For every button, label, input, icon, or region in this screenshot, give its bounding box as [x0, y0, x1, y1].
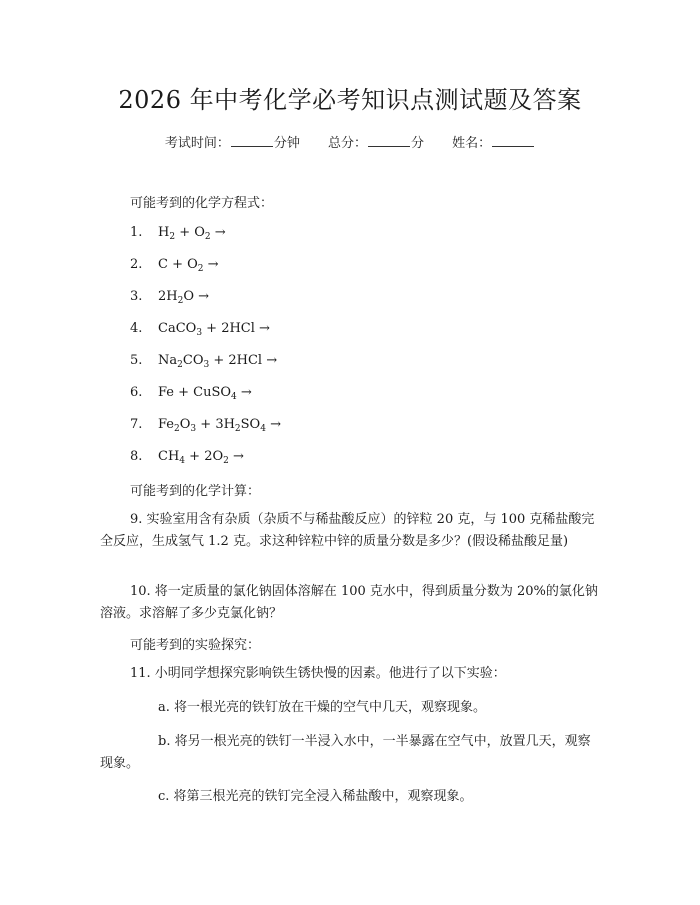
equation-2: [130, 257, 219, 272]
equation-formula: $H_2 + O_2$ →: [158, 225, 226, 242]
question-9: 9. 实验室用含有杂质（杂质不与稀盐酸反应）的锌粒 20 克，与 100 克稀盐酸完全反应，生成氢气 1.2 克。求这种锌粒中锌的质量分数是多少？(假设稀盐酸足量): [100, 512, 595, 549]
equation-number: 2.: [130, 257, 143, 272]
question-11: 11. 小明同学想探究影响铁生锈快慢的因素。他进行了以下实验：: [130, 666, 506, 681]
equation-formula: CaCO$_3$ + 2HCl →: [158, 321, 270, 338]
exam-meta: [0, 132, 700, 151]
equation-3: [130, 289, 209, 304]
question-11-item-a: a. 将一根光亮的铁钉放在干燥的空气中几天，观察现象。: [158, 700, 487, 715]
equation-number: 5.: [130, 353, 143, 368]
equation-6: [130, 385, 252, 400]
equation-number: 8.: [130, 449, 143, 464]
question-10: 10. 将一定质量的氯化钠固体溶解在 100 克水中，得到质量分数为 20%的氯化钠溶液。求溶解了多少克氯化钠？: [100, 584, 598, 621]
equations-section-header: 可能考到的化学方程式：: [130, 196, 274, 211]
total-score-unit: 分: [411, 136, 425, 151]
equation-number: 7.: [130, 417, 143, 432]
total-score-field: [328, 136, 428, 151]
equation-formula: $CH_4 + 2O_2$ →: [158, 449, 244, 466]
equation-8: [130, 449, 244, 464]
equation-number: 6.: [130, 385, 143, 400]
equation-formula: $Fe_2O_3 + 3H_2SO_4$ →: [158, 417, 281, 434]
name-blank[interactable]: [492, 135, 534, 147]
equation-formula: $Na_2CO_3 + 2HCl$ →: [158, 353, 278, 370]
equation-formula: Fe + CuSO$_4$ →: [158, 385, 252, 402]
equation-4: [130, 321, 270, 336]
total-score-blank[interactable]: [368, 135, 410, 147]
equation-number: 1.: [130, 225, 143, 240]
exam-time-field: [165, 136, 304, 151]
equation-formula: $C + O_2$ →: [158, 257, 219, 274]
equation-number: 3.: [130, 289, 143, 304]
question-11-item-b: b. 将另一根光亮的铁钉一半浸入水中，一半暴露在空气中，放置几天，观察现象。: [100, 734, 591, 771]
name-field: [452, 136, 535, 151]
total-score-label: 总分：: [327, 136, 367, 151]
page-title: 2026 年中考化学必考知识点测试题及答案: [118, 86, 582, 114]
equation-number: 4.: [130, 321, 143, 336]
equation-formula: $2H_2O$ →: [158, 289, 210, 306]
experiment-section-header: 可能考到的实验探究：: [130, 638, 261, 653]
exam-time-unit: 分钟: [273, 136, 300, 151]
equation-5: [130, 353, 277, 368]
exam-time-label: 考试时间：: [164, 136, 230, 151]
name-label: 姓名：: [452, 136, 492, 151]
equation-7: [130, 417, 281, 432]
calc-section-header: 可能考到的化学计算：: [130, 484, 261, 499]
exam-time-blank[interactable]: [231, 135, 273, 147]
question-11-item-c: c. 将第三根光亮的铁钉完全浸入稀盐酸中，观察现象。: [158, 789, 473, 804]
equation-1: [130, 225, 226, 240]
